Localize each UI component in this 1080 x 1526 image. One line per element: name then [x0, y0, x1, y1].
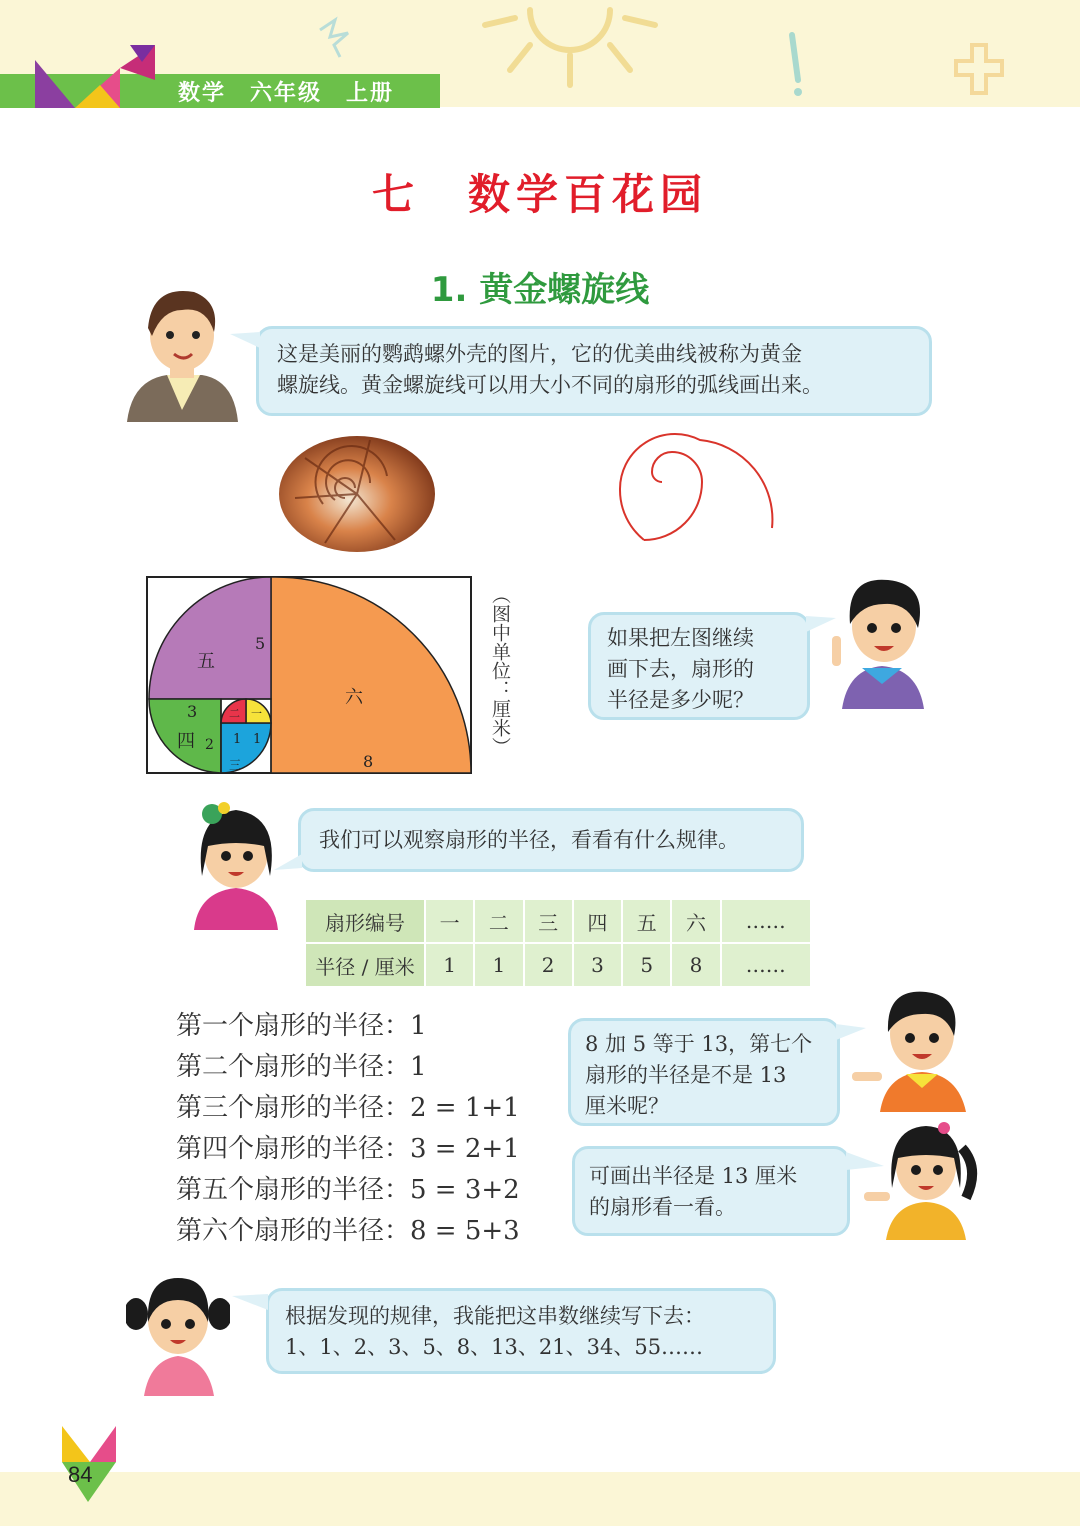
- relation-line-4: 第四个扇形的半径：3 = 2+1: [176, 1134, 520, 1164]
- teacher-bubble-tail: [230, 330, 262, 352]
- table-header-radius: 半径 / 厘米: [305, 943, 425, 987]
- radius-label-1b: 1: [253, 732, 262, 747]
- girl-bubble-2-line-2: 的扇形看一看。: [589, 1195, 736, 1219]
- table-cell: 3: [573, 943, 622, 987]
- radius-label-3: 3: [187, 702, 198, 721]
- boy-speech-bubble-2: [568, 1018, 840, 1126]
- sector-label-5: 五: [197, 651, 215, 672]
- teacher-bubble-line-1: 这是美丽的鹦鹉螺外壳的图片，它的优美曲线被称为黄金: [277, 342, 802, 366]
- nautilus-shell-image: [275, 428, 440, 556]
- tangram-icon: [30, 40, 170, 110]
- relation-line-6: 第六个扇形的半径：8 = 5+3: [176, 1216, 520, 1246]
- girl-speech-bubble-1: [298, 808, 804, 872]
- sector-label-1: 一: [251, 707, 262, 720]
- table-header-number: 扇形编号: [305, 899, 425, 943]
- sector-label-3: 三: [229, 758, 242, 772]
- boy-avatar: [828, 574, 936, 709]
- girl-avatar: [190, 796, 282, 930]
- table-cell: 二: [474, 899, 523, 943]
- girl-avatar-2: [862, 1118, 978, 1240]
- girl-bubble-3-line-2: 1、1、2、3、5、8、13、21、34、55……: [285, 1335, 704, 1359]
- sector-label-4: 四: [177, 731, 195, 752]
- relation-line-2: 第二个扇形的半径：1: [176, 1052, 427, 1082]
- table-cell: 四: [573, 899, 622, 943]
- table-cell: 1: [474, 943, 523, 987]
- relation-line-3: 第三个扇形的半径：2 = 1+1: [176, 1093, 520, 1123]
- boy-bubble-2-line-2: 扇形的半径是不是 13: [585, 1063, 787, 1087]
- table-cell: 五: [622, 899, 671, 943]
- table-cell: ……: [721, 943, 811, 987]
- radius-label-5: 5: [255, 634, 266, 653]
- plus-doodle-icon: [950, 40, 1010, 100]
- table-row: [305, 943, 811, 987]
- section-title: 1. 黄金螺旋线: [430, 270, 650, 310]
- teacher-avatar: [122, 280, 242, 422]
- table-cell: 六: [671, 899, 720, 943]
- table-cell: 三: [524, 899, 573, 943]
- boy-bubble-2-line-3: 厘米呢？: [585, 1094, 669, 1118]
- girl-bubble-3-tail: [232, 1292, 270, 1314]
- page-number: 84: [68, 1462, 93, 1487]
- radius-table: [304, 898, 812, 988]
- boy-avatar-2: [850, 988, 978, 1112]
- star-doodle-icon: [310, 15, 360, 60]
- girl-bubble-3-line-1: 根据发现的规律，我能把这串数继续写下去：: [285, 1304, 705, 1328]
- spiral-curve-icon: [600, 430, 790, 560]
- radius-label-2: 2: [205, 737, 214, 753]
- relation-line-5: 第五个扇形的半径：5 = 3+2: [176, 1175, 520, 1205]
- footer-band: [0, 1472, 1080, 1526]
- boy-bubble-2-line-1: 8 加 5 等于 13，第七个: [585, 1032, 813, 1056]
- table-cell: 一: [425, 899, 474, 943]
- radius-label-1a: 1: [233, 732, 242, 747]
- boy-bubble-1-line-2: 画下去，扇形的: [607, 657, 754, 681]
- unit-note: （图中单位：厘米）: [489, 585, 511, 756]
- chapter-title: 七 数学百花园: [371, 170, 708, 219]
- girl-avatar-3: [126, 1270, 230, 1396]
- boy-bubble-1-line-3: 半径是多少呢？: [607, 688, 754, 712]
- sector-label-6: 六: [345, 687, 363, 708]
- teacher-speech-bubble: [256, 326, 932, 416]
- radius-relations-list: [176, 1006, 520, 1252]
- girl-bubble-2-line-1: 可画出半径是 13 厘米: [589, 1164, 798, 1188]
- sector-label-2: 二: [229, 707, 240, 720]
- boy-bubble-1-line-1: 如果把左图继续: [607, 626, 754, 650]
- radius-label-8: 8: [363, 752, 374, 771]
- table-cell: ……: [721, 899, 811, 943]
- girl-bubble-1-text: 我们可以观察扇形的半径，看看有什么规律。: [319, 828, 739, 852]
- table-cell: 1: [425, 943, 474, 987]
- girl-speech-bubble-2: [572, 1146, 850, 1236]
- girl-bubble-1-tail: [274, 852, 304, 874]
- table-cell: 5: [622, 943, 671, 987]
- relation-line-1: 第一个扇形的半径：1: [176, 1011, 427, 1041]
- exclamation-doodle-icon: [780, 30, 810, 100]
- book-title: 数学 六年级 上册: [178, 81, 395, 106]
- table-cell: 8: [671, 943, 720, 987]
- boy-speech-bubble-1: [588, 612, 810, 720]
- table-cell: 2: [524, 943, 573, 987]
- girl-speech-bubble-3: [266, 1288, 776, 1374]
- sector-diagram: [145, 575, 475, 777]
- teacher-bubble-line-2: 螺旋线。黄金螺旋线可以用大小不同的扇形的弧线画出来。: [277, 373, 823, 397]
- table-row: [305, 899, 811, 943]
